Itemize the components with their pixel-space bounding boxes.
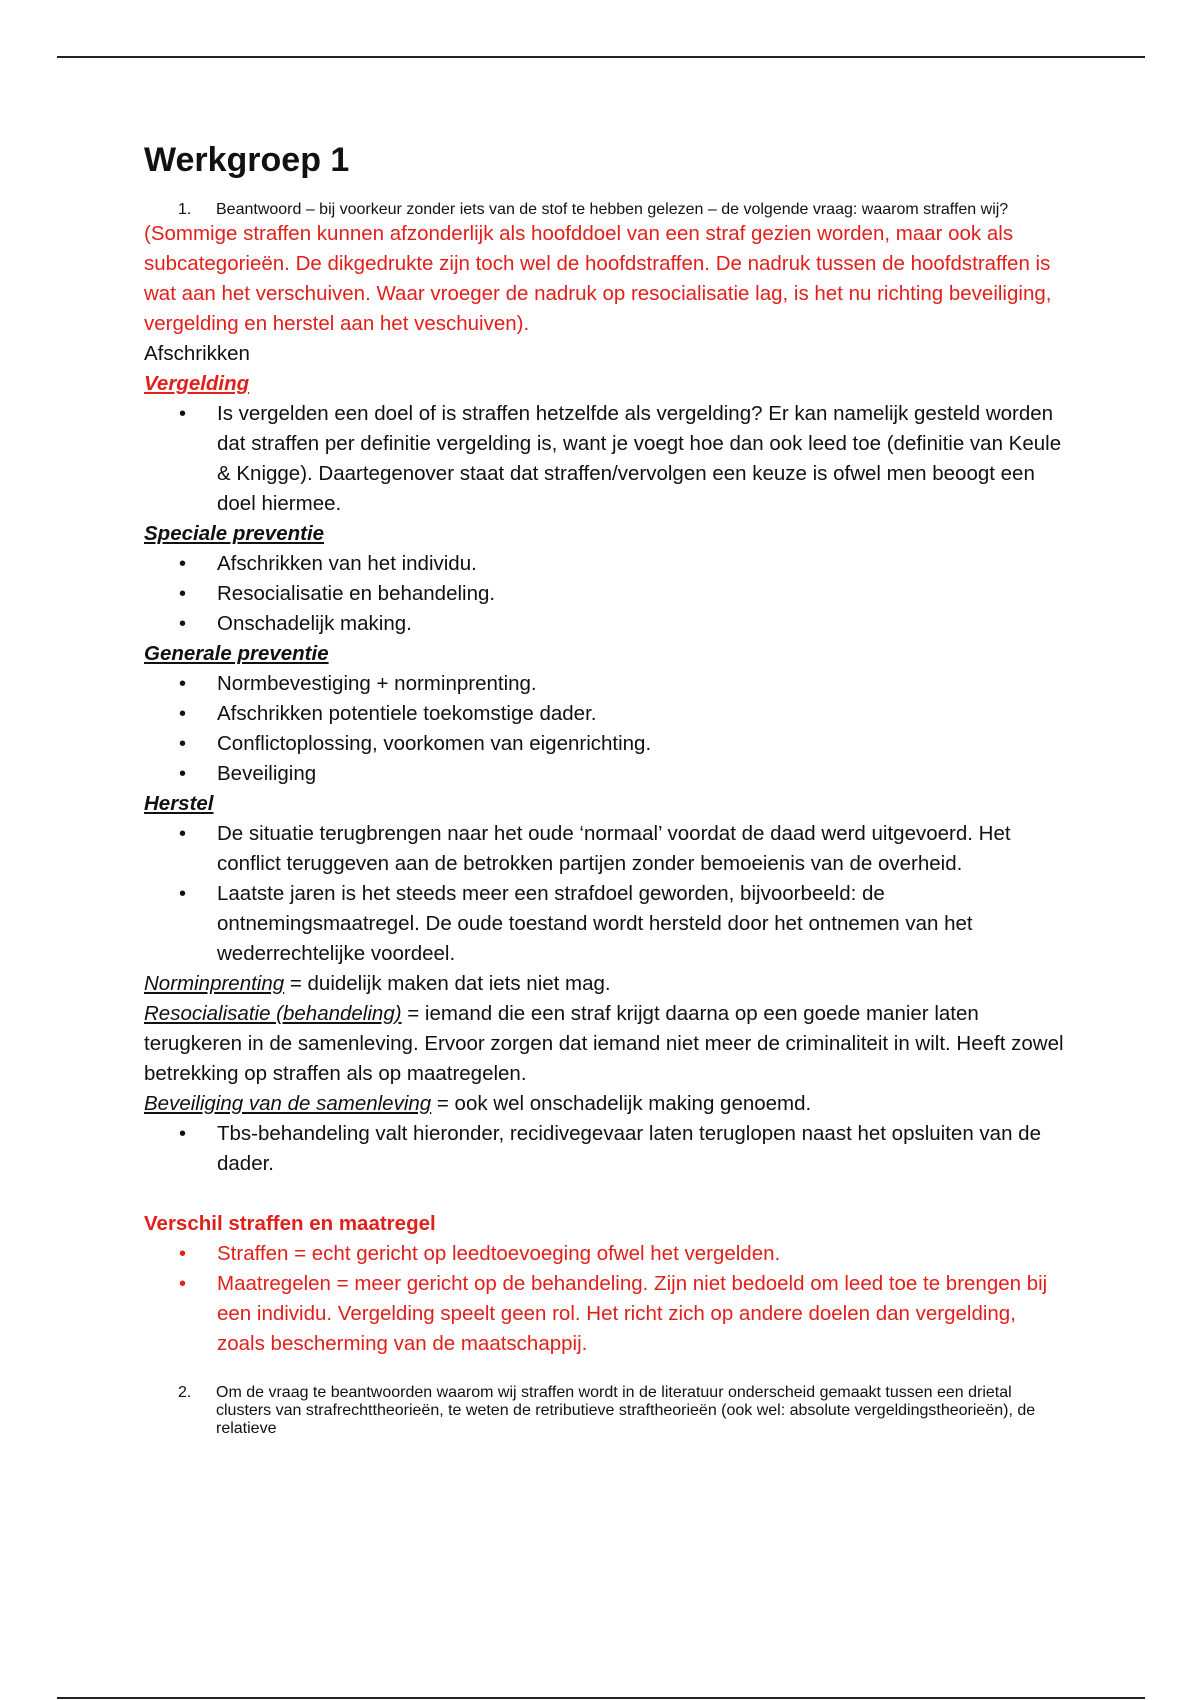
spacer	[144, 1179, 1064, 1209]
list-item: • Tbs-behandeling valt hieronder, recidivegevaar laten teruglopen naast het opsluiten van de dader.	[144, 1119, 1064, 1179]
definition-term: Resocialisatie (behandeling)	[144, 1001, 402, 1025]
list-item: • Conflictoplossing, voorkomen van eigenrichting.	[144, 729, 1064, 759]
herstel-list	[144, 819, 1064, 969]
definition-beveiliging	[144, 1089, 1064, 1119]
definition-term: Beveiliging van de samenleving	[144, 1091, 432, 1115]
list-item: • Normbevestiging + norminprenting.	[144, 669, 1064, 699]
afschrikken-label: Afschrikken	[144, 341, 250, 365]
section-heading-verschil: Verschil straffen en maatregel	[144, 1211, 436, 1235]
question-number: 1.	[178, 200, 192, 218]
section-heading-speciale-preventie: Speciale preventie	[144, 521, 325, 545]
beveiliging-list	[144, 1119, 1064, 1179]
page-title: Werkgroep 1	[144, 141, 350, 179]
list-item: • De situatie terugbrengen naar het oude ‘normaal’ voordat de daad werd uitgevoerd. Het conflict teruggeven aan de betrokken partijen zonder bemoeienis van de overheid.	[144, 819, 1064, 879]
list-item: • Straffen = echt gericht op leedtoevoeging ofwel het vergelden.	[144, 1239, 1064, 1269]
list-item: • Is vergelden een doel of is straffen hetzelfde als vergelding? Er kan namelijk gesteld worden dat straffen per definitie vergelding is, want je voegt hoe dan ook leed toe (definitie van Keule & Knigge). Daartegenover staat dat straffen/vervolgen een keuze is ofwel men beoogt een doel hiermee.	[144, 399, 1064, 519]
question-1-note: (Sommige straffen kunnen afzonderlijk als hoofddoel van een straf gezien worden, maar ook als subcategorieën. De dikgedrukte zijn toch wel de hoofdstraffen. De nadruk tussen de hoofdstraffen is wat aan het verschuiven. Waar vroeger de nadruk op resocialisatie lag, is het nu richting beveiliging, vergelding en herstel aan het veschuiven).	[144, 221, 1052, 335]
definition-norminprenting	[144, 969, 1064, 999]
list-item: • Laatste jaren is het steeds meer een strafdoel geworden, bijvoorbeeld: de ontnemingsmaatregel. De oude toestand wordt hersteld door het ontnemen van het wederrechtelijke voordeel.	[144, 879, 1064, 969]
question-2	[178, 1384, 1064, 1438]
speciale-list	[144, 549, 1064, 639]
section-heading-generale-preventie: Generale preventie	[144, 641, 329, 665]
header-rule	[57, 56, 1145, 58]
definition-text: = ook wel onschadelijk making genoemd.	[431, 1091, 812, 1115]
verschil-list	[144, 1239, 1064, 1359]
definition-resocialisatie	[144, 999, 1064, 1089]
list-item: • Maatregelen = meer gericht op de behandeling. Zijn niet bedoeld om leed toe te brengen bij een individu. Vergelding speelt geen rol. Het richt zich op andere doelen dan vergelding, zoals bescherming van de maatschappij.	[144, 1269, 1064, 1359]
section-heading-herstel: Herstel	[144, 791, 214, 815]
list-item: • Afschrikken van het individu.	[144, 549, 1064, 579]
definition-text: = iemand die een straf krijgt daarna op een goede manier laten terugkeren in de samenleving. Ervoor zorgen dat iemand niet meer de criminaliteit in wilt. Heeft zowel betrekking op straffen als op maatregelen.	[144, 1001, 1064, 1085]
generale-list	[144, 669, 1064, 789]
question-number: 2.	[178, 1383, 192, 1401]
definition-term: Norminprenting	[144, 971, 285, 995]
question-text: Beantwoord – bij voorkeur zonder iets van de stof te hebben gelezen – de volgende vraag: waarom straffen wij?	[216, 200, 1009, 218]
list-item: • Resocialisatie en behandeling.	[144, 579, 1064, 609]
question-1	[178, 201, 1064, 219]
vergelding-list	[144, 399, 1064, 519]
list-item: • Onschadelijk making.	[144, 609, 1064, 639]
question-text: Om de vraag te beantwoorden waarom wij straffen wordt in de literatuur onderscheid gemaakt tussen een drietal clusters van strafrechttheorieën, te weten de retributieve straftheorieën (ook wel: absolute vergeldingstheorieën), de relatieve	[216, 1383, 1036, 1437]
section-heading-vergelding: Vergelding	[144, 371, 250, 395]
footer-rule	[57, 1697, 1145, 1699]
list-item: • Beveiliging	[144, 759, 1064, 789]
spacer	[144, 1359, 1064, 1384]
definition-text: = duidelijk maken dat iets niet mag.	[284, 971, 611, 995]
list-item: • Afschrikken potentiele toekomstige dader.	[144, 699, 1064, 729]
document-body	[144, 140, 1064, 1438]
